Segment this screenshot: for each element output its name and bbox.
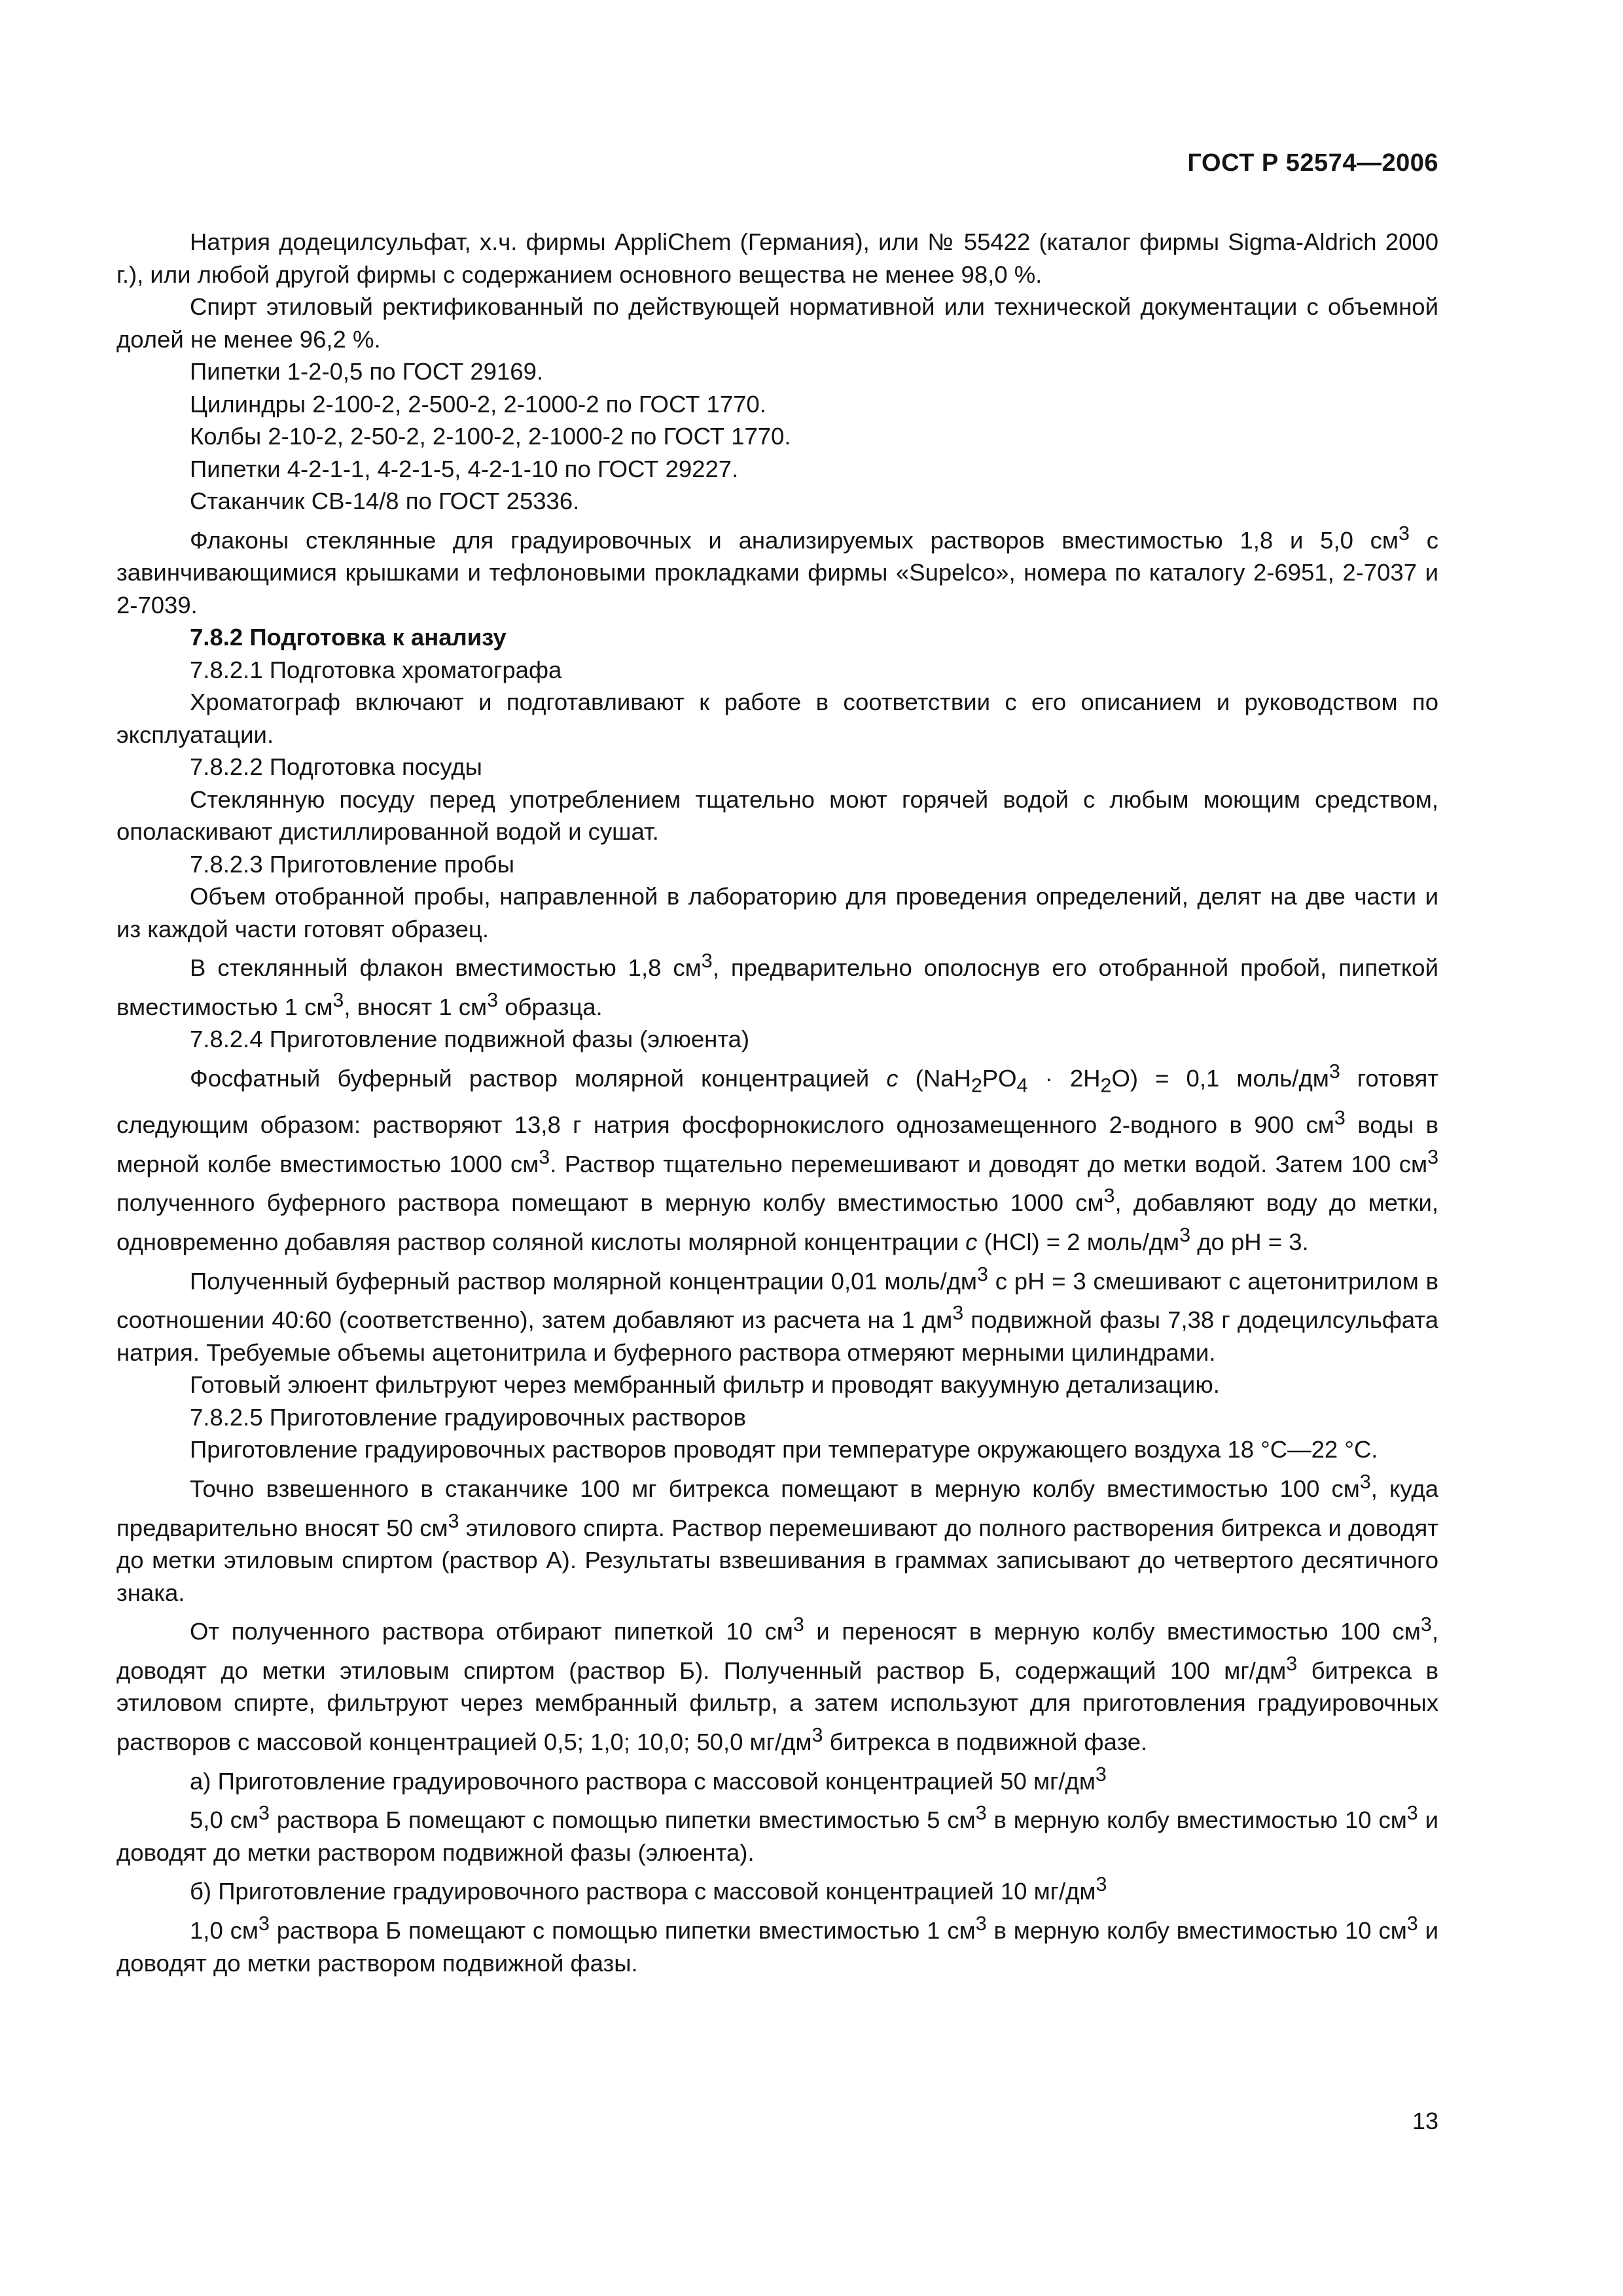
body-paragraph: Фосфатный буферный раствор молярной концентрацией с $(NaH_2PO_4 \cdot 2H_2O) = 0,1$ моль/$дм^3$ готовят следующим образом: растворяют 13,8 г натрия фосфорнокислого однозамещенного 2-водного в 900 $см^3$ воды в мерной колбе вместимостью 1000 $см^3$. Раствор тщательно перемешивают и доводят до метки водой. Затем 100 $см^3$ полученного буферного раствора помещают в мерную колбу вместимостью 1000 $см^3$, добавляют воду до метки, одновременно добавляя раствор соляной кислоты молярной концентрации с (HCl) = 2 моль/$дм^3$ до pH = 3. [116,1060,1439,1256]
body-paragraph: 5,0 $см^3$ раствора Б помещают с помощью пипетки вместимостью 5 $см^3$ в мерную колбу вместимостью 10 $см^3$ и доводят до метки раствором подвижной фазы (элюента). [116,1802,1438,1866]
subsection-heading: 7.8.2.3 Приготовление пробы [190,850,514,878]
body-paragraph: а) Приготовление градуировочного раствора с массовой концентрацией 50 $мг/дм^3$ [190,1763,1107,1795]
page-number: 13 [1412,2108,1438,2134]
subsection-heading: 7.8.2.2 Подготовка посуды [190,753,482,781]
body-paragraph: Пипетки 1-2-0,5 по ГОСТ 29169. [190,358,544,385]
body-paragraph: б) Приготовление градуировочного раствора с массовой концентрацией 10 $мг/дм^3$ [190,1873,1107,1905]
section-heading: 7.8.2 Подготовка к анализу [190,624,507,651]
body-paragraph: Флаконы стеклянные для градуировочных и анализируемых растворов вместимостью 1,8 и 5,0 $см^3$ с завинчивающимися крышками и тефлоновыми прокладками фирмы «Supelco», номера по каталогу 2-6951, 2-7037 и 2-7039. [116,522,1438,619]
body-paragraph: Натрия додецилсульфат, х.ч. фирмы AppliChem (Германия), или № 55422 (каталог фирмы Sigma-Aldrich 2000 г.), или любой другой фирмы с содержанием основного вещества не менее 98,0 %. [116,228,1438,288]
body-paragraph: От полученного раствора отбирают пипеткой 10 $см^3$ и переносят в мерную колбу вместимостью 100 $см^3$, доводят до метки этиловым спиртом (раствор Б). Полученный раствор Б, содержащий 100 $мг/дм^3$ битрекса в этиловом спирте, фильтруют через мембранный фильтр, а затем используют для приготовления градуировочных растворов с массовой концентрацией 0,5; 1,0; 10,0; 50,0 $мг/дм^3$ битрекса в подвижной фазе. [116,1613,1438,1756]
body-paragraph: Объем отобранной пробы, направленной в лабораторию для проведения определений, делят на две части и из каждой части готовят образец. [116,883,1438,942]
body-paragraph: Пипетки 4-2-1-1, 4-2-1-5, 4-2-1-10 по ГОСТ 29227. [190,455,739,482]
body-paragraph: Хроматограф включают и подготавливают к работе в соответствии с его описанием и руководством по эксплуатации. [116,689,1438,748]
body-paragraph: Стеклянную посуду перед употреблением тщательно моют горячей водой с любым моющим средством, ополаскивают дистиллированной водой и сушат. [116,785,1438,846]
subsection-heading: 7.8.2.1 Подготовка хроматографа [190,656,562,683]
body-paragraph: Готовый элюент фильтруют через мембранный фильтр и проводят вакуумную детализацию. [190,1371,1220,1399]
document-body [116,226,1438,1979]
subsection-heading: 7.8.2.4 Приготовление подвижной фазы (элюента) [190,1026,750,1053]
body-paragraph: Цилиндры 2-100-2, 2-500-2, 2-1000-2 по ГОСТ 1770. [190,390,766,418]
body-paragraph: Стаканчик СВ-14/8 по ГОСТ 25336. [190,488,580,514]
body-paragraph: Колбы 2-10-2, 2-50-2, 2-100-2, 2-1000-2 по ГОСТ 1770. [190,423,791,450]
body-paragraph: Спирт этиловый ректификованный по действующей нормативной или технической документации с объемной долей не менее 96,2 %. [116,293,1438,353]
subsection-heading: 7.8.2.5 Приготовление градуировочных растворов [190,1403,746,1431]
body-paragraph: Приготовление градуировочных растворов проводят при температуре окружающего воздуха 18 °С—22 °С. [190,1436,1378,1463]
body-paragraph: 1,0 $см^3$ раствора Б помещают с помощью пипетки вместимостью 1 $см^3$ в мерную колбу вместимостью 10 $см^3$ и доводят до метки раствором подвижной фазы. [116,1912,1438,1977]
body-paragraph: Полученный буферный раствор молярной концентрации 0,01 моль/$дм^3$ с pH = 3 смешивают с ацетонитрилом в соотношении 40:60 (соответственно), затем добавляют из расчета на 1 $дм^3$ подвижной фазы 7,38 г додецилсульфата натрия. Требуемые объемы ацетонитрила и буферного раствора отмеряют мерными цилиндрами. [116,1263,1438,1366]
body-paragraph: В стеклянный флакон вместимостью 1,8 $см^3$, предварительно ополоснув его отобранной пробой, пипеткой вместимостью 1 $см^3$, вносят 1 $см^3$ образца. [116,950,1438,1020]
document-header: ГОСТ Р 52574—2006 [1187,149,1438,177]
body-paragraph: Точно взвешенного в стаканчике 100 мг битрекса помещают в мерную колбу вместимостью 100 $см^3$, куда предварительно вносят 50 $см^3$ этилового спирта. Раствор перемешивают до полного растворения битрекса и доводят до метки этиловым спиртом (раствор А). Результаты взвешивания в граммах записывают до четвертого десятичного знака. [116,1470,1438,1606]
